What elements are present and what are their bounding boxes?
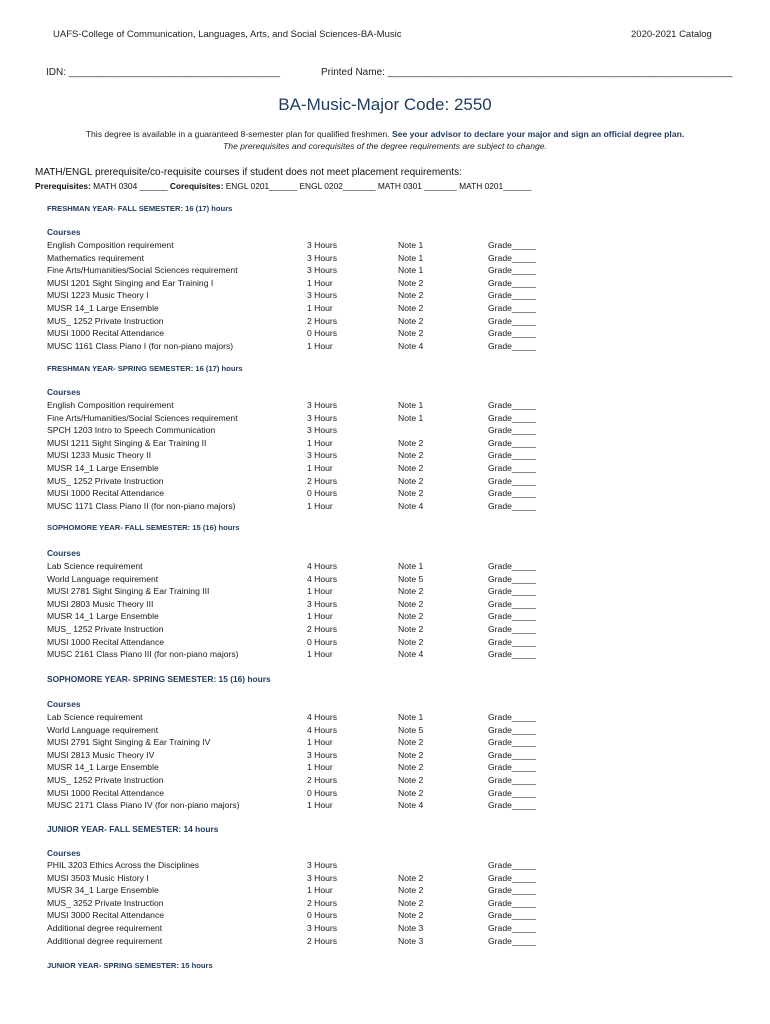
course-grade-field[interactable]: Grade_____ [488,598,536,609]
course-row [0,586,770,598]
course-grade-field[interactable]: Grade_____ [488,712,536,722]
course-note: Note 2 [398,775,424,785]
course-name: Additional degree requirement [47,923,163,933]
course-row [0,463,770,475]
course-hours: 1 Hour [307,611,333,622]
course-grade-field[interactable]: Grade_____ [488,897,536,908]
course-row [0,936,770,948]
course-note: Note 2 [398,277,424,288]
course-hours: 3 Hours [307,252,338,263]
course-hours: 1 Hour [307,340,333,351]
course-note: Note 1 [398,712,424,722]
courses-heading: Courses [47,387,81,397]
course-name: MUSI 1201 Sight Singing and Ear Training I [47,277,214,288]
printed-name-field[interactable]: Printed Name: ______________________________________________________________ [321,67,733,78]
page-header-college: UAFS-College of Communication, Languages, Arts, and Social Sciences-BA-Music [53,29,402,40]
course-note: Note 2 [398,872,424,883]
course-name: MUSI 1223 Music Theory I [47,290,149,301]
course-note: Note 1 [398,265,424,276]
course-hours: 0 Hours [307,910,338,921]
course-grade-field[interactable]: Grade_____ [488,561,536,571]
course-hours: 3 Hours [307,860,338,870]
course-grade-field[interactable]: Grade_____ [488,923,536,933]
course-hours: 1 Hour [307,437,333,448]
course-row [0,341,770,353]
course-name: MUS_ 1252 Private Instruction [47,315,164,326]
courses-heading: Courses [47,699,81,709]
course-grade-field[interactable]: Grade_____ [488,290,536,301]
course-row [0,599,770,611]
course-note: Note 2 [398,450,424,461]
course-grade-field[interactable]: Grade_____ [488,265,536,276]
prereq-heading: MATH/ENGL prerequisite/co-requisite courses if student does not meet placement requirements: [35,167,462,178]
course-row [0,885,770,897]
course-name: MUSR 14_1 Large Ensemble [47,303,159,313]
course-row [0,488,770,500]
course-note: Note 2 [398,624,424,634]
course-name: Fine Arts/Humanities/Social Sciences requirement [47,265,238,276]
course-hours: 1 Hour [307,463,333,473]
coreq-value: ENGL 0201______ ENGL 0202_______ MATH 0301 _______ MATH 0201______ [223,181,532,191]
course-grade-field[interactable]: Grade_____ [488,500,536,511]
course-note: Note 5 [398,573,424,584]
course-note: Note 2 [398,636,424,647]
course-name: Lab Science requirement [47,712,143,722]
course-hours: 2 Hours [307,624,338,634]
course-grade-field[interactable]: Grade_____ [488,624,536,634]
course-grade-field[interactable]: Grade_____ [488,488,536,499]
course-row [0,611,770,623]
course-name: Lab Science requirement [47,561,143,571]
course-row [0,725,770,737]
course-hours: 3 Hours [307,265,338,276]
course-note: Note 1 [398,252,424,263]
page-title: BA-Music-Major Code: 2550 [278,95,492,114]
course-name: PHIL 3203 Ethics Across the Disciplines [47,860,200,870]
course-hours: 0 Hours [307,328,338,339]
course-row [0,253,770,265]
course-grade-field[interactable]: Grade_____ [488,240,536,250]
course-hours: 3 Hours [307,450,338,461]
courses-heading: Courses [47,848,81,858]
course-row [0,278,770,290]
course-hours: 1 Hour [307,303,333,313]
course-hours: 3 Hours [307,290,338,301]
course-row [0,800,770,812]
course-note: Note 3 [398,935,424,946]
course-row [0,910,770,922]
course-note: Note 3 [398,923,424,933]
course-hours: 2 Hours [307,897,338,908]
course-note: Note 1 [398,561,424,571]
course-hours: 1 Hour [307,277,333,288]
course-name: MUSI 2781 Sight Singing & Ear Training III [47,586,210,597]
course-row [0,624,770,636]
semester-title: JUNIOR YEAR- FALL SEMESTER: 14 hours [47,824,219,834]
course-row [0,425,770,437]
course-name: MUSI 1233 Music Theory II [47,450,151,461]
course-grade-field[interactable]: Grade_____ [488,787,536,798]
course-hours: 3 Hours [307,923,338,933]
course-note: Note 2 [398,885,424,896]
course-grade-field[interactable]: Grade_____ [488,872,536,883]
course-hours: 2 Hours [307,315,338,326]
course-note: Note 2 [398,488,424,499]
course-row [0,501,770,513]
course-name: World Language requirement [47,724,159,735]
prereq-label: Prerequisites: [35,181,91,191]
course-note: Note 2 [398,598,424,609]
course-grade-field[interactable]: Grade_____ [488,910,536,921]
course-grade-field[interactable]: Grade_____ [488,475,536,486]
course-note: Note 2 [398,737,424,748]
course-grade-field[interactable]: Grade_____ [488,649,536,660]
course-name: MUSI 1211 Sight Singing & Ear Training II [47,437,207,448]
course-row [0,574,770,586]
course-name: MUSR 14_1 Large Ensemble [47,611,159,622]
course-hours: 3 Hours [307,749,338,760]
course-row [0,898,770,910]
course-grade-field[interactable]: Grade_____ [488,425,536,436]
course-name: MUSI 2791 Sight Singing & Ear Training IV [47,737,211,748]
course-row [0,712,770,724]
course-hours: 1 Hour [307,800,333,811]
course-grade-field[interactable]: Grade_____ [488,252,536,263]
course-note: Note 1 [398,400,424,410]
course-name: MUSR 14_1 Large Ensemble [47,463,159,473]
course-row [0,413,770,425]
course-grade-field[interactable]: Grade_____ [488,611,536,622]
course-name: MUS_ 1252 Private Instruction [47,475,164,486]
course-name: Additional degree requirement [47,935,163,946]
course-grade-field[interactable]: Grade_____ [488,860,536,870]
course-note: Note 4 [398,500,424,511]
course-hours: 3 Hours [307,412,338,423]
course-hours: 1 Hour [307,737,333,748]
course-grade-field[interactable]: Grade_____ [488,775,536,785]
course-row [0,788,770,800]
course-hours: 1 Hour [307,586,333,597]
coreq-label: Corequisites: [169,181,224,191]
course-name: MUS_ 3252 Private Instruction [47,897,164,908]
course-hours: 2 Hours [307,475,338,486]
course-name: MUSC 1161 Class Piano I (for non-piano majors) [47,340,234,351]
course-name: MUSI 1000 Recital Attendance [47,636,165,647]
course-grade-field[interactable]: Grade_____ [488,762,536,773]
course-note: Note 4 [398,340,424,351]
course-name: MUSI 1000 Recital Attendance [47,787,165,798]
course-note: Note 4 [398,649,424,660]
intro-text: This degree is available in a guaranteed 8-semester plan for qualified freshmen. [85,129,392,139]
course-row [0,649,770,661]
course-note: Note 1 [398,412,424,423]
course-name: MUSI 1000 Recital Attendance [47,488,165,499]
course-name: MUSC 2171 Class Piano IV (for non-piano majors) [47,800,240,811]
course-name: MUS_ 1252 Private Instruction [47,775,164,785]
course-hours: 3 Hours [307,598,338,609]
course-grade-field[interactable]: Grade_____ [488,724,536,735]
course-row [0,450,770,462]
course-name: MUSC 2161 Class Piano III (for non-piano majors) [47,649,239,660]
course-name: World Language requirement [47,573,159,584]
semester-title: SOPHOMORE YEAR- SPRING SEMESTER: 15 (16) hours [47,674,271,684]
course-note: Note 2 [398,303,424,313]
course-name: English Composition requirement [47,400,174,410]
course-note: Note 2 [398,475,424,486]
course-name: Mathematics requirement [47,252,144,263]
course-grade-field[interactable]: Grade_____ [488,437,536,448]
course-row [0,775,770,787]
idn-field[interactable]: IDN: ______________________________________ [46,67,281,78]
prereq-value: MATH 0304 ______ [90,181,170,191]
course-name: MUSI 3503 Music History I [47,872,149,883]
course-hours: 0 Hours [307,787,338,798]
course-hours: 2 Hours [307,935,338,946]
course-grade-field[interactable]: Grade_____ [488,800,536,811]
course-note: Note 2 [398,787,424,798]
course-note: Note 2 [398,315,424,326]
intro-line [0,129,770,139]
course-note: Note 2 [398,437,424,448]
course-note: Note 2 [398,762,424,773]
course-row [0,438,770,450]
course-row [0,750,770,762]
course-hours: 4 Hours [307,573,338,584]
course-grade-field[interactable]: Grade_____ [488,400,536,410]
course-grade-field[interactable]: Grade_____ [488,450,536,461]
course-grade-field[interactable]: Grade_____ [488,737,536,748]
semester-title: FRESHMAN YEAR- SPRING SEMESTER: 16 (17) hours [47,364,243,373]
course-grade-field[interactable]: Grade_____ [488,463,536,473]
course-note: Note 2 [398,910,424,921]
course-note: Note 2 [398,328,424,339]
course-grade-field[interactable]: Grade_____ [488,573,536,584]
course-hours: 1 Hour [307,649,333,660]
course-row [0,328,770,340]
course-grade-field[interactable]: Grade_____ [488,303,536,313]
course-row [0,873,770,885]
prereq-line [35,181,531,191]
course-hours: 3 Hours [307,425,338,436]
course-name: MUSI 2813 Music Theory IV [47,749,155,760]
course-note: Note 2 [398,463,424,473]
course-name: MUSR 34_1 Large Ensemble [47,885,159,896]
course-grade-field[interactable]: Grade_____ [488,412,536,423]
course-row [0,400,770,412]
course-note: Note 5 [398,724,424,735]
course-grade-field[interactable]: Grade_____ [488,277,536,288]
course-note: Note 1 [398,240,424,250]
course-name: MUS_ 1252 Private Instruction [47,624,164,634]
courses-heading: Courses [47,548,81,558]
course-grade-field[interactable]: Grade_____ [488,636,536,647]
course-row [0,762,770,774]
course-row [0,265,770,277]
course-row [0,561,770,573]
course-hours: 1 Hour [307,762,333,773]
course-row [0,637,770,649]
courses-heading: Courses [47,227,81,237]
course-row [0,737,770,749]
course-grade-field[interactable]: Grade_____ [488,315,536,326]
semester-title: JUNIOR YEAR- SPRING SEMESTER: 15 hours [47,961,213,970]
semester-title: FRESHMAN YEAR- FALL SEMESTER: 16 (17) hours [47,204,233,213]
course-name: MUSI 1000 Recital Attendance [47,328,165,339]
course-hours: 3 Hours [307,240,338,250]
course-hours: 1 Hour [307,885,333,896]
course-row [0,240,770,252]
semester-title: SOPHOMORE YEAR- FALL SEMESTER: 15 (16) hours [47,523,240,532]
course-note: Note 2 [398,586,424,597]
course-note: Note 2 [398,897,424,908]
course-grade-field[interactable]: Grade_____ [488,328,536,339]
course-grade-field[interactable]: Grade_____ [488,935,536,946]
course-note: Note 4 [398,800,424,811]
course-grade-field[interactable]: Grade_____ [488,586,536,597]
course-hours: 4 Hours [307,561,338,571]
course-hours: 1 Hour [307,500,333,511]
intro-subject-to-change: The prerequisites and corequisites of the degree requirements are subject to change. [223,141,547,151]
course-name: MUSI 3000 Recital Attendance [47,910,165,921]
course-name: SPCH 1203 Intro to Speech Communication [47,425,216,436]
course-row [0,476,770,488]
course-row [0,303,770,315]
course-hours: 0 Hours [307,636,338,647]
course-name: MUSI 2803 Music Theory III [47,598,154,609]
course-name: Fine Arts/Humanities/Social Sciences requirement [47,412,238,423]
course-name: MUSC 1171 Class Piano II (for non-piano majors) [47,500,236,511]
course-hours: 0 Hours [307,488,338,499]
course-name: English Composition requirement [47,240,174,250]
course-name: MUSR 14_1 Large Ensemble [47,762,159,773]
course-hours: 2 Hours [307,775,338,785]
course-hours: 3 Hours [307,872,338,883]
course-row [0,290,770,302]
course-note: Note 2 [398,749,424,760]
course-note: Note 2 [398,611,424,622]
course-row [0,316,770,328]
course-row [0,860,770,872]
course-note: Note 2 [398,290,424,301]
page-header-catalog: 2020-2021 Catalog [631,29,712,40]
course-grade-field[interactable]: Grade_____ [488,749,536,760]
course-hours: 4 Hours [307,724,338,735]
intro-advisor-note: See your advisor to declare your major and sign an official degree plan. [391,129,685,139]
course-grade-field[interactable]: Grade_____ [488,340,536,351]
course-row [0,923,770,935]
course-hours: 4 Hours [307,712,338,722]
course-grade-field[interactable]: Grade_____ [488,885,536,896]
course-hours: 3 Hours [307,400,338,410]
